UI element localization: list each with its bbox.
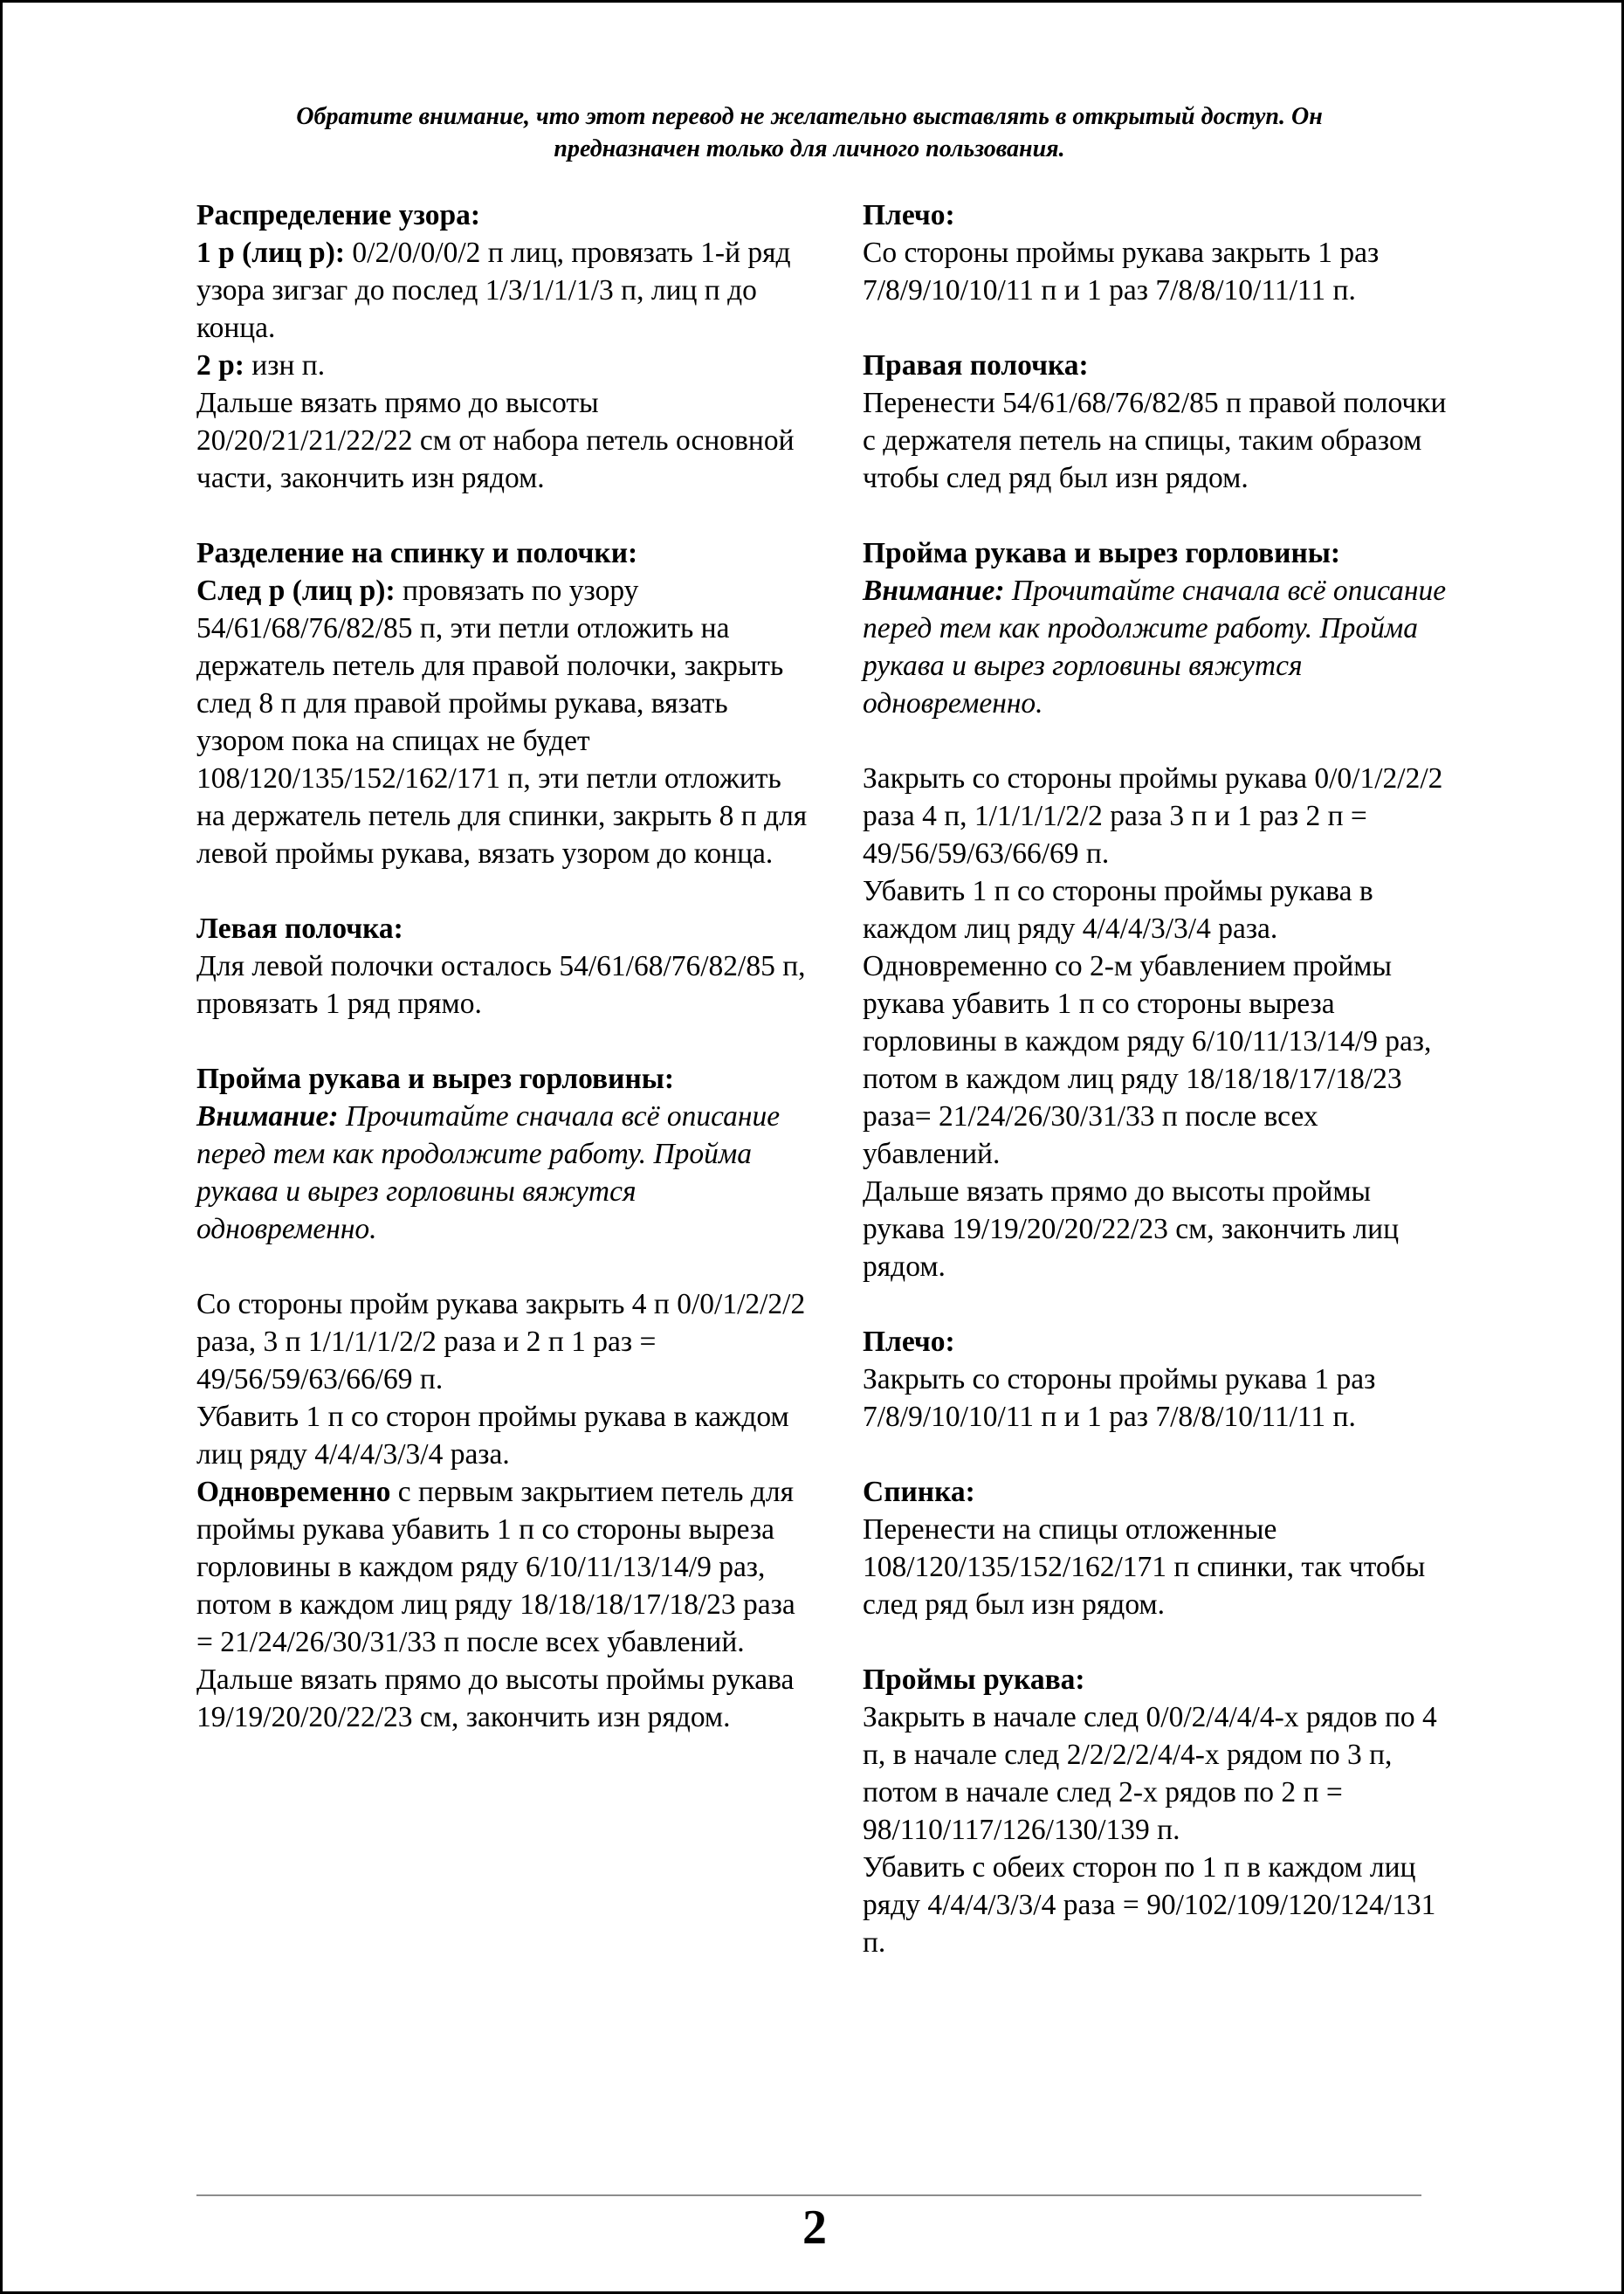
section-heading: Плечо: [863, 1326, 955, 1358]
pattern-distribution-section [196, 196, 808, 497]
division-section [196, 534, 808, 872]
footer-divider [196, 2194, 1421, 2196]
paragraph: Для левой полочки осталось 54/61/68/76/82/85 п, провязать 1 ряд прямо. [196, 950, 806, 1020]
paragraph: Закрыть со стороны проймы рукава 0/0/1/2/2/2 раза 4 п, 1/1/1/1/2/2 раза 3 п и 1 раз 2 п = 49/56/59/63/66/69 п. [863, 762, 1443, 870]
right-armhole-neck-instructions [863, 760, 1452, 1285]
attention-label: Внимание: [863, 575, 1005, 607]
paragraph-text: с первым закрытием петель для проймы рукава убавить 1 п со стороны выреза горловины в каждом ряду 6/10/11/13/14/9 раз, потом в каждом лиц ряду 18/18/18/17/18/23 раза = 21/24/26/30/31/33 п после всех убавлений. [196, 1476, 795, 1658]
attention-note [863, 572, 1452, 722]
right-front-section [863, 347, 1452, 497]
notice-line-1: Обратите внимание, что этот перевод не желательно выставлять в открытый доступ. Он [296, 103, 1323, 130]
left-column [196, 196, 808, 1736]
paragraph: Одновременно со 2-м убавлением проймы рукава убавить 1 п со стороны выреза горловины в каждом ряду 6/10/11/13/14/9 раз, потом в каждом лиц ряду 18/18/18/17/18/23 раза= 21/24/26/30/31/33 п после всех убавлений. [863, 950, 1432, 1170]
section-heading: Плечо: [863, 199, 955, 231]
right-column [863, 196, 1452, 1961]
paragraph [196, 1473, 808, 1661]
row-text: изн п. [251, 349, 326, 382]
right-armhole-neck-section [863, 534, 1452, 722]
simultaneous-label: Одновременно [196, 1476, 391, 1508]
section-heading: Правая полочка: [863, 349, 1089, 382]
attention-text: Прочитайте сначала всё описание перед тем как продолжите работу. Пройма рукава и вырез горловины вяжутся одновременно. [863, 575, 1447, 720]
paragraph: Со стороны проймы рукава закрыть 1 раз 7/8/9/10/10/11 п и 1 раз 7/8/8/10/11/11 п. [863, 237, 1380, 307]
back-section [863, 1473, 1452, 1623]
section-heading: Пройма рукава и вырез горловины: [196, 1063, 675, 1095]
attention-note [196, 1098, 808, 1248]
shoulder-section-1 [863, 196, 1452, 309]
armholes-section [863, 1661, 1452, 1961]
left-armhole-neck-section [196, 1060, 808, 1248]
paragraph: Убавить с обеих сторон по 1 п в каждом лиц ряду 4/4/4/3/3/4 раза = 90/102/109/120/124/131 п. [863, 1851, 1436, 1959]
section-heading: Левая полочка: [196, 913, 403, 945]
section-heading: Распределение узора: [196, 199, 481, 231]
paragraph [196, 572, 808, 872]
paragraph: Дальше вязать прямо до высоты проймы рукава 19/19/20/20/22/23 см, закончить лиц рядом. [863, 1175, 1400, 1283]
row-text: 0/2/0/0/0/2 п лиц, провязать 1-й ряд узора зигзаг до послед 1/3/1/1/1/3 п, лиц п до конца. [196, 237, 791, 344]
paragraph: Дальше вязать прямо до высоты проймы рукава 19/19/20/20/22/23 см, закончить изн рядом. [196, 1664, 795, 1733]
paragraph: Перенести на спицы отложенные 108/120/135/152/162/171 п спинки, так чтобы след ряд был изн рядом. [863, 1513, 1426, 1621]
privacy-notice [196, 100, 1422, 165]
paragraph: Со стороны пройм рукава закрыть 4 п 0/0/1/2/2/2 раза, 3 п 1/1/1/1/2/2 раза и 2 п 1 раз = 49/56/59/63/66/69 п. [196, 1288, 806, 1395]
left-armhole-neck-instructions [196, 1285, 808, 1736]
attention-label: Внимание: [196, 1100, 339, 1133]
section-heading: Спинка: [863, 1476, 975, 1508]
attention-text: Прочитайте сначала всё описание перед тем как продолжите работу. Пройма рукава и вырез горловины вяжутся одновременно. [196, 1100, 781, 1245]
paragraph: Закрыть в начале след 0/0/2/4/4/4-х рядов по 4 п, в начале след 2/2/2/2/4/4-х рядом по 3 п, потом в начале след 2-х рядов по 2 п = 98/110/117/126/130/139 п. [863, 1701, 1437, 1846]
row-label: 1 р (лиц р): [196, 237, 346, 269]
row-text: провязать по узору 54/61/68/76/82/85 п, эти петли отложить на держатель петель для правой полочки, закрыть след 8 п для правой проймы рукава, вязать узором пока на спицах не будет 108/120/135/152/162/171 п, эти петли отложить на держатель петель для спинки, закрыть 8 п для левой проймы рукава, вязать узором до конца. [196, 575, 808, 870]
paragraph: Убавить 1 п со сторон проймы рукава в каждом лиц ряду 4/4/4/3/3/4 раза. [196, 1401, 789, 1471]
section-heading: Проймы рукава: [863, 1664, 1085, 1696]
shoulder-section-2 [863, 1323, 1452, 1436]
notice-line-2: предназначен только для личного пользования. [554, 135, 1065, 162]
paragraph: Перенести 54/61/68/76/82/85 п правой полочки с держателя петель на спицы, таким образом чтобы след ряд был изн рядом. [863, 387, 1447, 494]
paragraph [196, 347, 808, 384]
paragraph: Закрыть со стороны проймы рукава 1 раз 7/8/9/10/10/11 п и 1 раз 7/8/8/10/11/11 п. [863, 1363, 1376, 1433]
paragraph [196, 234, 808, 347]
left-front-section [196, 910, 808, 1023]
paragraph: Дальше вязать прямо до высоты 20/20/21/21/22/22 см от набора петель основной части, закончить изн рядом. [196, 387, 795, 494]
section-heading: Пройма рукава и вырез горловины: [863, 537, 1341, 569]
section-heading: Разделение на спинку и полочки: [196, 537, 638, 569]
page-number: 2 [802, 2201, 827, 2255]
paragraph: Убавить 1 п со стороны проймы рукава в каждом лиц ряду 4/4/4/3/3/4 раза. [863, 875, 1373, 945]
row-label: След р (лиц р): [196, 575, 396, 607]
row-label: 2 р: [196, 349, 244, 382]
